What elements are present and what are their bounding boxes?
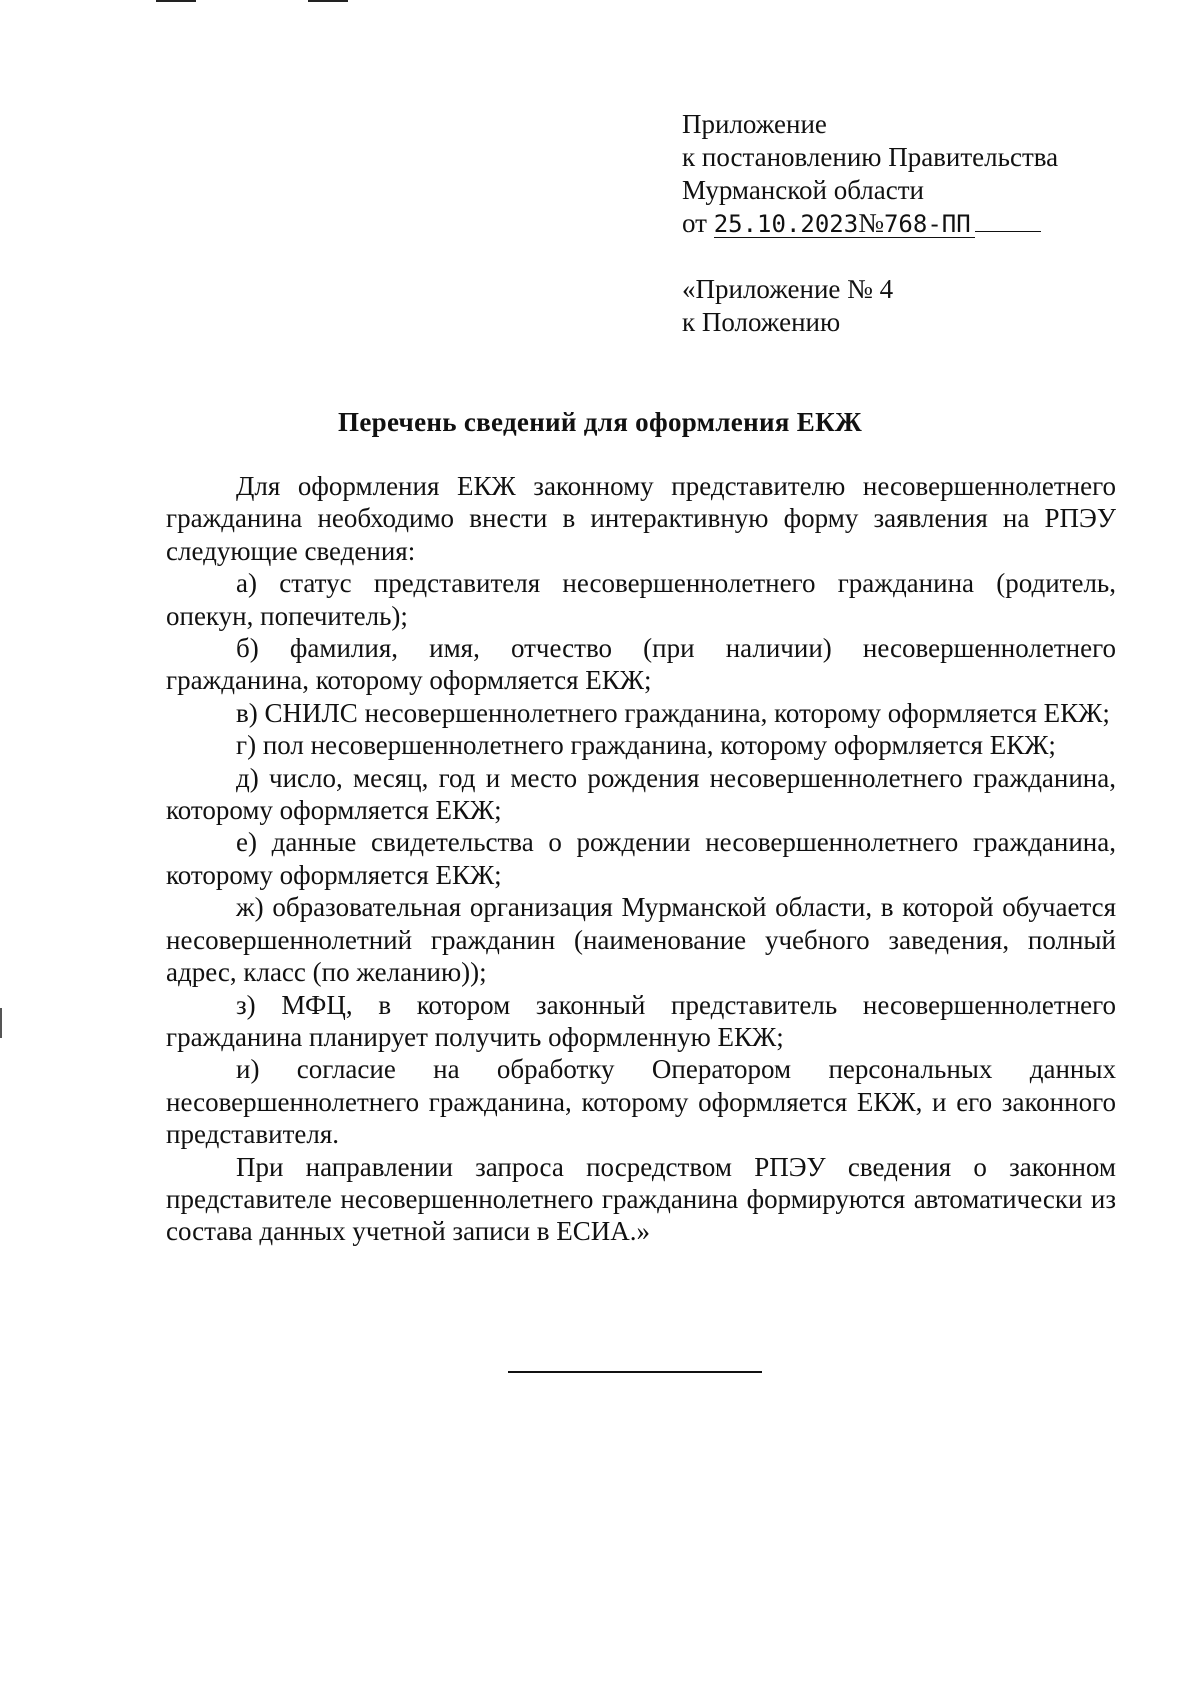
header-date-line	[682, 207, 1122, 240]
scan-artifact-mark	[156, 0, 196, 2]
appendix-reference	[682, 273, 893, 339]
list-item-d: д) число, месяц, год и место рождения несовершеннолетнего гражданина, которому оформляется ЕКЖ;	[166, 762, 1116, 826]
list-item-g: г) пол несовершеннолетнего гражданина, которому оформляется ЕКЖ;	[236, 730, 1056, 761]
approval-header	[682, 108, 1122, 240]
header-line-appendix: Приложение	[682, 109, 827, 139]
resolution-date-field	[714, 210, 975, 238]
header-line-resolution: к постановлению Правительства	[682, 142, 1059, 172]
document-body	[166, 470, 1116, 1248]
list-item-i: и) согласие на обработку Оператором персональных данных несовершеннолетнего гражданина, которому оформляется ЕКЖ, и его законного представителя.	[166, 1054, 1116, 1150]
list-item-v: в) СНИЛС несовершеннолетнего гражданина, которому оформляется ЕКЖ;	[236, 697, 1110, 728]
document-title: Перечень сведений для оформления ЕКЖ	[338, 407, 862, 437]
list-item-zh: ж) образовательная организация Мурманской области, в которой обучается несовершеннолетний гражданин (наименование учебного заведения, полный адрес, класс (по желанию));	[166, 892, 1116, 988]
scan-margin-mark	[0, 1008, 2, 1038]
appendix-target: к Положению	[682, 307, 841, 337]
closing-paragraph: При направлении запроса посредством РПЭУ сведения о законном представителе несовершеннолетнего гражданина формируются автоматически из состава данных учетной записи в ЕСИА.»	[166, 1151, 1116, 1247]
list-item-b: б) фамилия, имя, отчество (при наличии) несовершеннолетнего гражданина, которому оформляется ЕКЖ;	[166, 633, 1116, 696]
resolution-date: 25.10.2023	[713, 210, 859, 238]
date-prefix: от	[682, 208, 714, 238]
list-item-z: з) МФЦ, в котором законный представитель несовершеннолетнего гражданина планирует получить оформленную ЕКЖ;	[166, 989, 1116, 1052]
list-item-a: а) статус представителя несовершеннолетнего гражданина (родитель, опекун, попечитель);	[166, 568, 1116, 631]
resolution-number: 768-ПП	[883, 210, 971, 238]
end-divider-line	[508, 1371, 762, 1373]
number-underline-fill	[975, 211, 1041, 232]
list-item-e: е) данные свидетельства о рождении несовершеннолетнего гражданина, которому оформляется ЕКЖ;	[166, 827, 1116, 890]
appendix-number: «Приложение № 4	[682, 274, 894, 304]
header-line-region: Мурманской области	[682, 175, 924, 205]
number-sign: №	[858, 208, 884, 238]
scan-artifact-mark	[308, 0, 348, 2]
intro-paragraph: Для оформления ЕКЖ законному представителю несовершеннолетнего гражданина необходимо внести в интерактивную форму заявления на РПЭУ следующие сведения:	[166, 471, 1116, 566]
